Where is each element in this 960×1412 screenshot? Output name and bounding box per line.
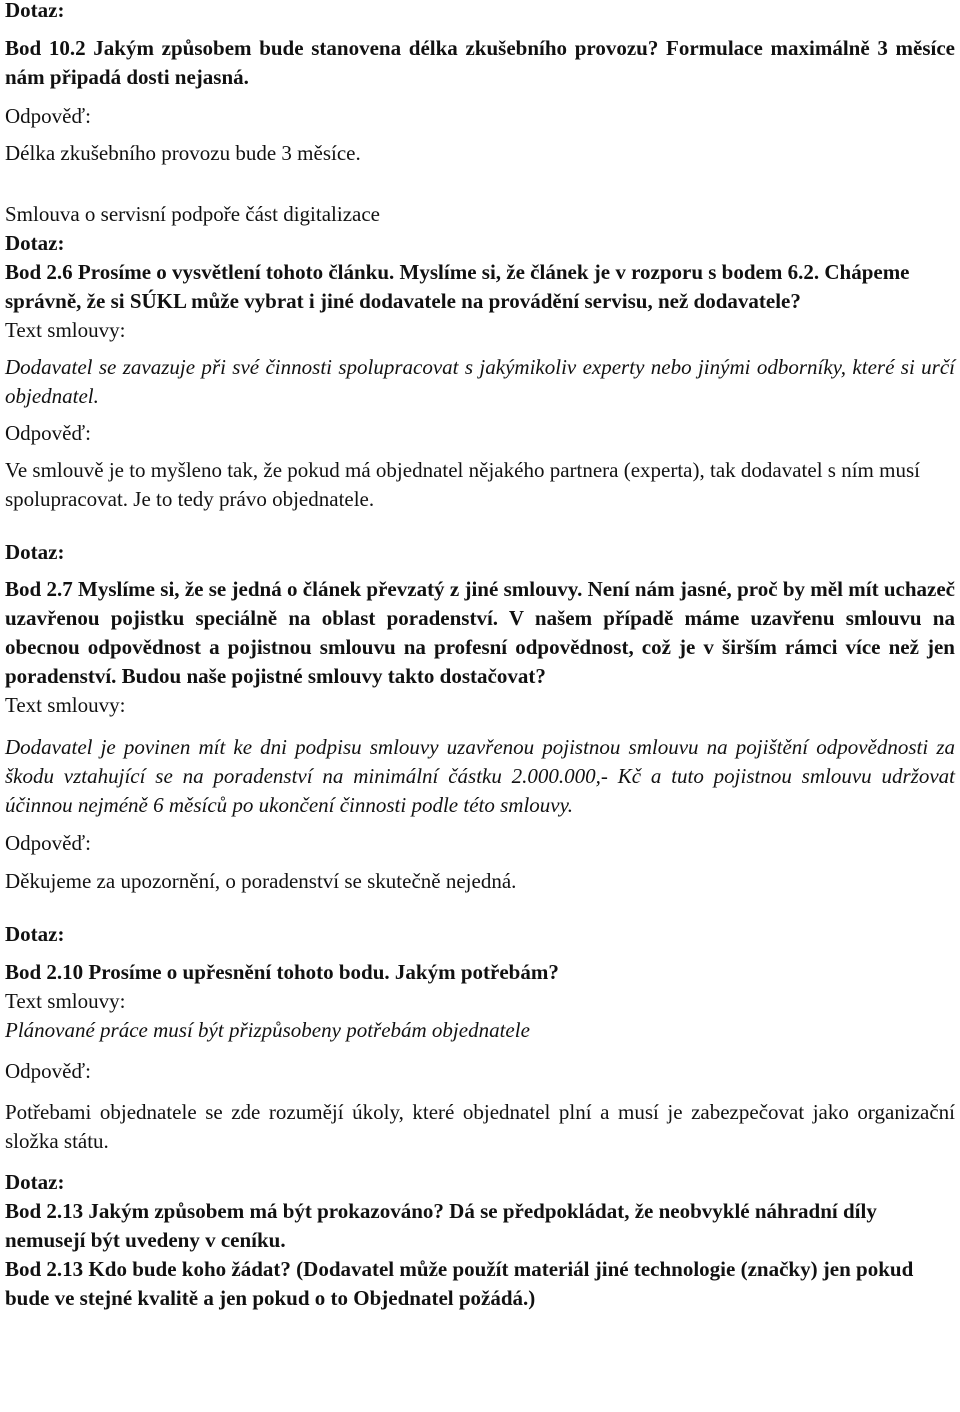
dotaz-label-5: Dotaz: (5, 1170, 65, 1194)
odpoved-label-4: Odpověď: (5, 1059, 91, 1083)
answer-bod-2-7: Děkujeme za upozornění, o poradenství se skutečně nejedná. (5, 869, 517, 893)
odpoved-label-2: Odpověď: (5, 421, 91, 445)
dotaz-label-2: Dotaz: (5, 231, 65, 255)
question-bod-2-7: Bod 2.7 Myslíme si, že se jedná o článek převzatý z jiné smlouvy. Není nám jasné, proč by měl mít uchazeč uzavřenou pojistku speciálně na oblast poradenství. V našem případě máme uzavřenu smlouvu na obecnou odpovědnost a pojistnou smlouvu na profesní odpovědnost, což je v širším rámci více než jen poradenství. Budou naše pojistné smlouvy takto dostačovat? (5, 577, 955, 688)
odpoved-label-1: Odpověď: (5, 104, 91, 128)
text-smlouvy-label-1: Text smlouvy: (5, 318, 126, 342)
question-bod-2-10: Bod 2.10 Prosíme o upřesnění tohoto bodu. Jakým potřebám? (5, 960, 559, 984)
contract-text-bod-2-6: Dodavatel se zavazuje při své činnosti spolupracovat s jakýmikoliv experty nebo jinými odborníky, které si určí objednatel. (5, 355, 955, 408)
answer-bod-10-2: Délka zkušebního provozu bude 3 měsíce. (5, 141, 361, 165)
dotaz-label-1: Dotaz: (5, 0, 65, 22)
document-page (5, 0, 955, 1313)
answer-bod-2-6: Ve smlouvě je to myšleno tak, že pokud má objednatel nějakého partnera (experta), tak dodavatel s ním musí spolupracovat. Je to tedy právo objednatele. (5, 458, 920, 511)
answer-bod-2-10: Potřebami objednatele se zde rozumějí úkoly, které objednatel plní a musí je zabezpečovat jako organizační složka státu. (5, 1100, 955, 1153)
question-bod-2-13-b: Bod 2.13 Kdo bude koho žádat? (Dodavatel může použít materiál jiné technologie (značky) jen pokud bude ve stejné kvalitě a jen pokud o to Objednatel požádá.) (5, 1257, 914, 1310)
question-bod-10-2: Bod 10.2 Jakým způsobem bude stanovena délka zkušebního provozu? Formulace maximálně 3 měsíce nám připadá dosti nejasná. (5, 36, 955, 89)
section-heading: Smlouva o servisní podpoře část digitalizace (5, 202, 380, 226)
contract-text-bod-2-7: Dodavatel je povinen mít ke dni podpisu smlouvy uzavřenou pojistnou smlouvu na pojištění odpovědnosti za škodu vztahující se na poradenství na minimální částku 2.000.000,- Kč a tuto pojistnou smlouvu udržovat účinnou nejméně 6 měsíců po ukončení činnosti podle této smlouvy. (5, 735, 955, 817)
text-smlouvy-label-3: Text smlouvy: (5, 989, 126, 1013)
dotaz-label-3: Dotaz: (5, 540, 65, 564)
odpoved-label-3: Odpověď: (5, 831, 91, 855)
contract-text-bod-2-10: Plánované práce musí být přizpůsobeny potřebám objednatele (5, 1018, 530, 1042)
text-smlouvy-label-2: Text smlouvy: (5, 693, 126, 717)
question-bod-2-6: Bod 2.6 Prosíme o vysvětlení tohoto článku. Myslíme si, že článek je v rozporu s bodem 6.2. Chápeme správně, že si SÚKL může vybrat i jiné dodavatele na provádění servisu, než dodavatele? (5, 260, 910, 313)
dotaz-label-4: Dotaz: (5, 922, 65, 946)
question-bod-2-13-a: Bod 2.13 Jakým způsobem má být prokazováno? Dá se předpokládat, že neobvyklé náhradní díly nemusejí být uvedeny v ceníku. (5, 1199, 877, 1252)
